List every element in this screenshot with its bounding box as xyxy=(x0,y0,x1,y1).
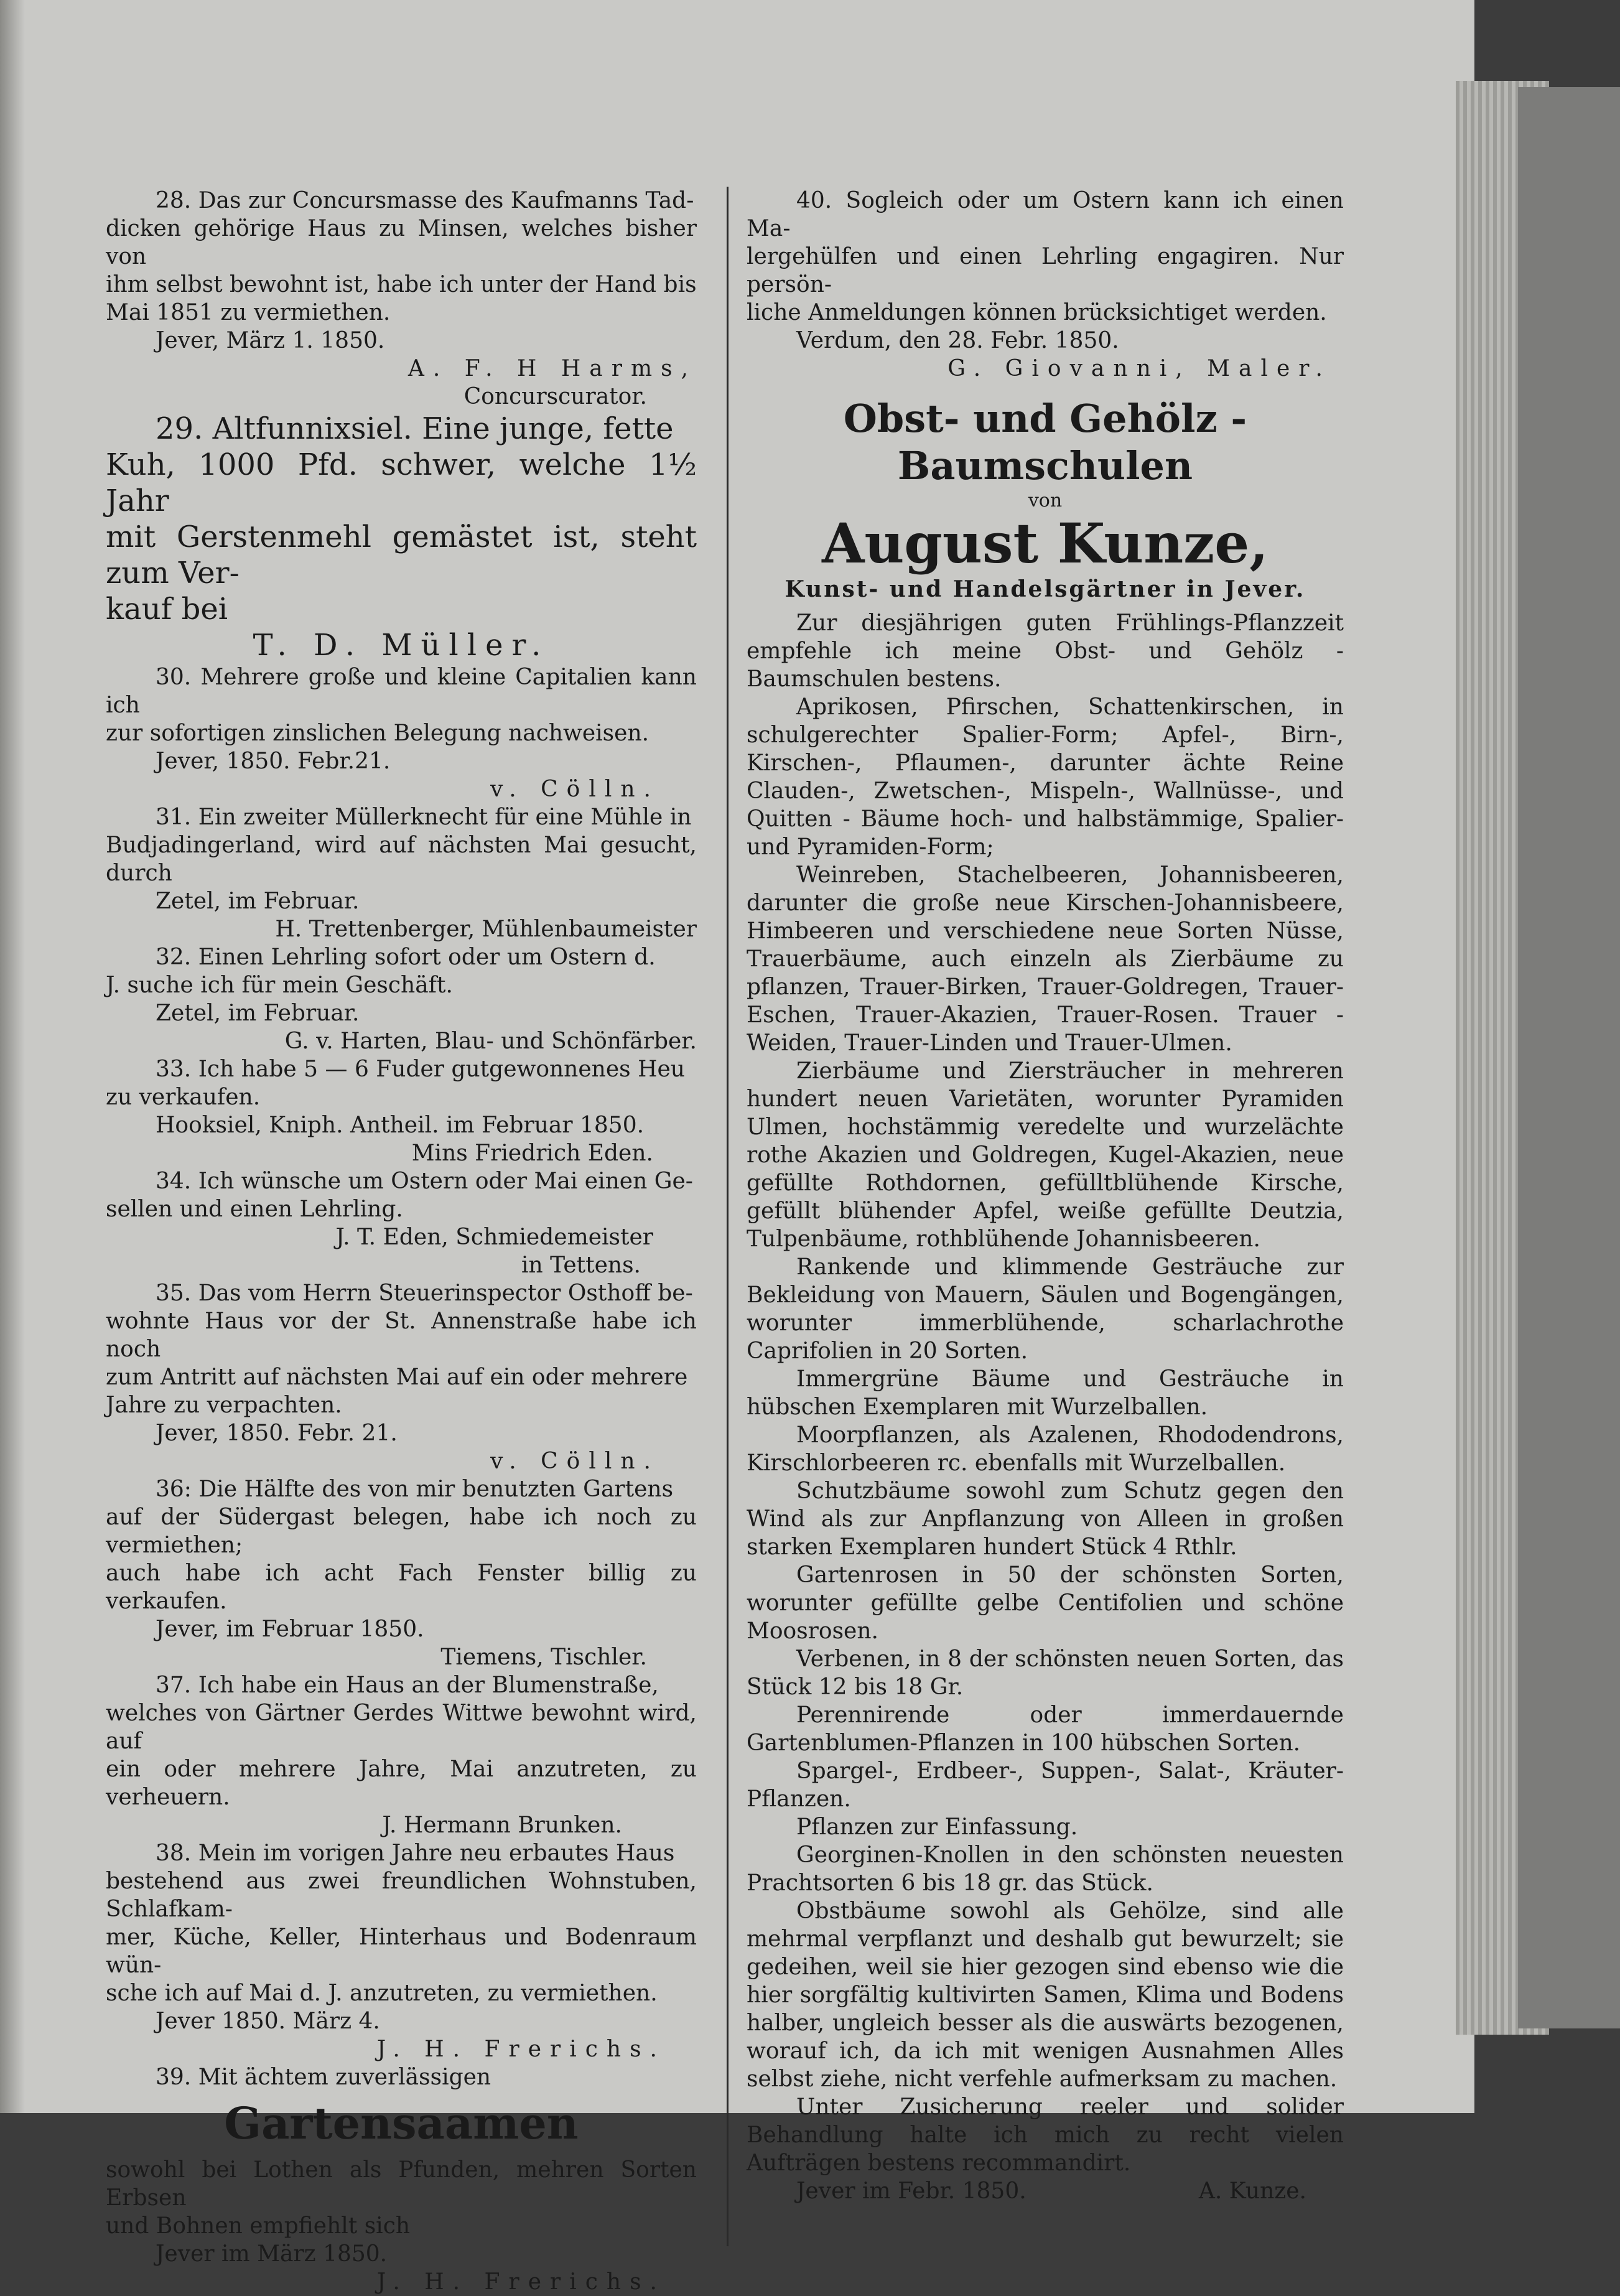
ad-signature: v. Cölln. xyxy=(490,1449,659,1474)
ad-place-date: Jever im Febr. 1850. xyxy=(796,2178,1026,2204)
ad-paragraph: Immergrüne Bäume und Gesträuche in hübschen Exemplaren mit Wurzelballen. xyxy=(747,1366,1344,1420)
ad-28 xyxy=(106,187,697,411)
ad-signature: v. Cölln. xyxy=(490,777,659,802)
ad-text-line: J. suche ich für mein Geschäft. xyxy=(106,973,453,998)
ad-footer xyxy=(747,2177,1344,2205)
ad-text-line: sche ich auf Mai d. J. anzutreten, zu vermiethen. xyxy=(106,1981,658,2006)
ad-text-line: liche Anmeldungen können brücksichtiget werden. xyxy=(747,300,1327,325)
ad-text-line: 35. Das vom Herrn Steuerinspector Osthoff be- xyxy=(156,1281,693,1306)
ad-text-line: auf der Südergast belegen, habe ich noch zu vermiethen; xyxy=(106,1505,697,1558)
ad-place-date: Jever, 1850. Febr.21. xyxy=(156,749,391,774)
ad-headline: Obst- und Gehölz - Baumschulen xyxy=(843,396,1247,488)
ad-signature: Tiemens, Tischler. xyxy=(440,1645,647,1670)
ad-text-line: welches von Gärtner Gerdes Wittwe bewohnt wird, auf xyxy=(106,1701,697,1754)
ad-paragraph: Rankende und klimmende Gesträuche zur Bekleidung von Mauern, Säulen und Bogengängen, worunter immerblühende, scharlachrothe Caprifolien in 20 Sorten. xyxy=(747,1254,1344,1364)
ad-place-date: Jever, im Februar 1850. xyxy=(156,1617,424,1642)
ad-paragraph: Moorpflanzen, als Azalenen, Rhododendrons, Kirschlorbeeren rc. ebenfalls mit Wurzelballen. xyxy=(747,1422,1344,1476)
ad-33 xyxy=(106,1055,697,1167)
ad-text-line: 37. Ich habe ein Haus an der Blumenstraße, xyxy=(156,1673,659,1698)
right-column xyxy=(747,187,1344,2205)
column-divider xyxy=(727,187,729,2246)
ad-36 xyxy=(106,1475,697,1671)
ad-39 xyxy=(106,2063,697,2296)
ad-text-line: mer, Küche, Keller, Hinterhaus und Bodenraum wün- xyxy=(106,1925,697,1978)
ad-text-line: lergehülfen und einen Lehrling engagiren. Nur persön- xyxy=(747,244,1344,297)
ad-signature-title: Concurscurator. xyxy=(463,384,647,409)
ad-31 xyxy=(106,803,697,943)
kunze-advertisement xyxy=(747,395,1344,2205)
ad-text-line: Mai 1851 zu vermiethen. xyxy=(106,300,391,325)
ad-30 xyxy=(106,663,697,803)
ad-38 xyxy=(106,1839,697,2063)
ad-35 xyxy=(106,1279,697,1475)
ad-paragraph: Weinreben, Stachelbeeren, Johannisbeeren, darunter die große neue Kirschen-Johannisbeere, Himbeeren und verschiedene neue Sorten Nüsse, Trauerbäume, auch einzeln als Zierbäume zu pflanzen, Trauer-Birken, Trauer-Goldregen, Trauer-Eschen, Trauer-Akazien, Trauer-Rosen. Trauer - Weiden, Trauer-Linden und Trauer-Ulmen. xyxy=(747,862,1344,1056)
ad-paragraph: Obstbäume sowohl als Gehölze, sind alle mehrmal verpflanzt und deshalb gut bewurzelt; sie gedeihen, weil sie hier gezogen sind ebenso wie die hier sorgfältig kultivirten Samen, Klima und Bodens halber, ungleich besser als die auswärts bezogenen, worauf ich, da ich mit wenigen Ausnahmen Alles selbst ziehe, nicht verfehle aufmerksam zu machen. xyxy=(747,1898,1344,2092)
ad-place-date: Zetel, im Februar. xyxy=(156,889,360,914)
ad-29 xyxy=(106,411,697,663)
ad-paragraph: Pflanzen zur Einfassung. xyxy=(796,1814,1078,1840)
ad-signature: J. T. Eden, Schmiedemeister xyxy=(335,1225,653,1250)
ad-paragraph: Zierbäume und Ziersträucher in mehreren hundert neuen Varietäten, worunter Pyramiden Ulmen, hochstämmig veredelte und wurzelächte rothe Akazien und Goldregen, Kugel-Akazien, neue gefüllte Rothdornen, gefülltblühende Kirsche, gefüllt blühender Apfel, weiße gefüllte Deutzia, Tulpenbäume, rothblühende Johannisbeeren. xyxy=(747,1058,1344,1252)
ad-text-line: 32. Einen Lehrling sofort oder um Ostern d. xyxy=(156,945,656,970)
ad-paragraph: Unter Zusicherung reeler und solider Behandlung halte ich mich zu recht vielen Aufträgen bestens recommandirt. xyxy=(747,2094,1344,2176)
ad-signature-place: in Tettens. xyxy=(521,1253,641,1278)
ad-place-date: Verdum, den 28. Febr. 1850. xyxy=(796,328,1119,353)
ad-text-line: dicken gehörige Haus zu Minsen, welches bisher von xyxy=(106,216,697,269)
ad-text-line: kauf bei xyxy=(106,592,228,627)
ad-signature: J. H. Frerichs. xyxy=(376,2269,666,2295)
ad-text-line: 40. Sogleich oder um Ostern kann ich einen Ma- xyxy=(747,188,1344,241)
ad-signature: A. F. H Harms, xyxy=(407,356,697,381)
ad-signature: Mins Friedrich Eden. xyxy=(411,1141,653,1166)
ad-signature: G. Giovanni, Maler. xyxy=(947,356,1331,381)
ad-place-date: Jever, 1850. Febr. 21. xyxy=(156,1421,398,1446)
ad-text-line: sellen und einen Lehrling. xyxy=(106,1197,403,1222)
ad-text-line: 31. Ein zweiter Müllerknecht für eine Mühle in xyxy=(156,805,692,830)
ad-text-line: sowohl bei Lothen als Pfunden, mehren Sorten Erbsen xyxy=(106,2157,697,2211)
ad-37 xyxy=(106,1671,697,1839)
ad-text-line: zur sofortigen zinslichen Belegung nachweisen. xyxy=(106,721,649,746)
ad-text-line: auch habe ich acht Fach Fenster billig zu verkaufen. xyxy=(106,1561,697,1614)
ad-text-line: 33. Ich habe 5 — 6 Fuder gutgewonnenes Heu xyxy=(156,1057,685,1082)
ad-text-line: 29. Altfunnixsiel. Eine junge, fette xyxy=(156,411,674,446)
ad-company-name: August Kunze, xyxy=(822,511,1269,576)
ad-place-date: Jever im März 1850. xyxy=(156,2241,388,2267)
ad-paragraph: Verbenen, in 8 der schönsten neuen Sorten, das Stück 12 bis 18 Gr. xyxy=(747,1646,1344,1700)
ad-text-line: bestehend aus zwei freundlichen Wohnstuben, Schlafkam- xyxy=(106,1869,697,1922)
ad-paragraph: Zur diesjährigen guten Frühlings-Pflanzzeit empfehle ich meine Obst- und Gehölz - Baumschulen bestens. xyxy=(747,610,1344,692)
ad-paragraph: Aprikosen, Pfirschen, Schattenkirschen, in schulgerechter Spalier-Form; Apfel-, Birn-, Kirschen-, Pflaumen-, darunter ächte Reine Clauden-, Zwetschen-, Mispeln-, Wallnüsse-, und Quitten - Bäume hoch- und halbstämmige, Spalier- und Pyramiden-Form; xyxy=(747,694,1344,860)
ad-byline-von: von xyxy=(1028,490,1063,511)
ad-text-line: ihm selbst bewohnt ist, habe ich unter der Hand bis xyxy=(106,272,697,297)
ad-32 xyxy=(106,943,697,1055)
ad-text-line: wohnte Haus vor der St. Annenstraße habe ich noch xyxy=(106,1309,697,1362)
ad-text-line: Jahre zu verpachten. xyxy=(106,1393,342,1418)
ad-paragraph: Schutzbäume sowohl zum Schutz gegen den Wind als zur Anpflanzung von Alleen in großen starken Exemplaren hundert Stück 4 Rthlr. xyxy=(747,1478,1344,1560)
ad-text-line: zu verkaufen. xyxy=(106,1085,261,1110)
ad-paragraph: Spargel-, Erdbeer-, Suppen-, Salat-, Kräuter-Pflanzen. xyxy=(747,1758,1344,1812)
ad-place-date: Jever 1850. März 4. xyxy=(156,2009,380,2034)
ad-signature: T. D. Müller. xyxy=(253,628,550,663)
page-spine-shadow xyxy=(0,0,25,2113)
ad-subheadline: Kunst- und Handelsgärtner in Jever. xyxy=(784,576,1306,602)
ad-paragraph: Gartenrosen in 50 der schönsten Sorten, worunter gefüllte gelbe Centifolien und schöne Moosrosen. xyxy=(747,1562,1344,1644)
ad-headline: Gartensaamen xyxy=(224,2098,579,2149)
ad-text-line: ein oder mehrere Jahre, Mai anzutreten, zu verheuern. xyxy=(106,1757,697,1810)
ad-signature: H. Trettenberger, Mühlenbaumeister xyxy=(275,917,697,942)
ad-intro-line: 39. Mit ächtem zuverlässigen xyxy=(156,2065,491,2090)
book-cover-edge xyxy=(1518,87,1620,2028)
ad-text-line: zum Antritt auf nächsten Mai auf ein oder mehrere xyxy=(106,1365,688,1390)
ad-text-line: 30. Mehrere große und kleine Capitalien kann ich xyxy=(106,665,697,718)
ad-paragraph: Perennirende oder immerdauernde Gartenblumen-Pflanzen in 100 hübschen Sorten. xyxy=(747,1702,1344,1756)
ad-signature: A. Kunze. xyxy=(1198,2178,1306,2204)
ad-signature: G. v. Harten, Blau- und Schönfärber. xyxy=(284,1029,697,1054)
ad-40 xyxy=(747,187,1344,383)
ad-text-line: Kuh, 1000 Pfd. schwer, welche 1½ Jahr xyxy=(106,447,697,518)
ad-text-line: 28. Das zur Concursmasse des Kaufmanns Tad- xyxy=(156,188,694,213)
ad-place-date: Jever, März 1. 1850. xyxy=(156,328,385,353)
ad-text-line: Budjadingerland, wird auf nächsten Mai gesucht, durch xyxy=(106,833,697,886)
ad-place-date: Zetel, im Februar. xyxy=(156,1001,360,1026)
ad-text-line: 34. Ich wünsche um Ostern oder Mai einen Ge- xyxy=(156,1169,693,1194)
left-column xyxy=(106,187,697,2296)
ad-text-line: mit Gerstenmehl gemästet ist, steht zum Ver- xyxy=(106,520,697,590)
ad-paragraph: Georginen-Knollen in den schönsten neuesten Prachtsorten 6 bis 18 gr. das Stück. xyxy=(747,1842,1344,1896)
ad-place-date: Hooksiel, Kniph. Antheil. im Februar 1850. xyxy=(156,1113,645,1138)
ad-34 xyxy=(106,1167,697,1279)
ad-signature: J. Hermann Brunken. xyxy=(382,1813,622,1838)
ad-text-line: und Bohnen empfiehlt sich xyxy=(106,2213,411,2239)
ad-text-line: 38. Mein im vorigen Jahre neu erbautes Haus xyxy=(156,1841,675,1866)
ad-signature: J. H. Frerichs. xyxy=(376,2037,666,2062)
ad-text-line: 36: Die Hälfte des von mir benutzten Gartens xyxy=(156,1477,674,1502)
